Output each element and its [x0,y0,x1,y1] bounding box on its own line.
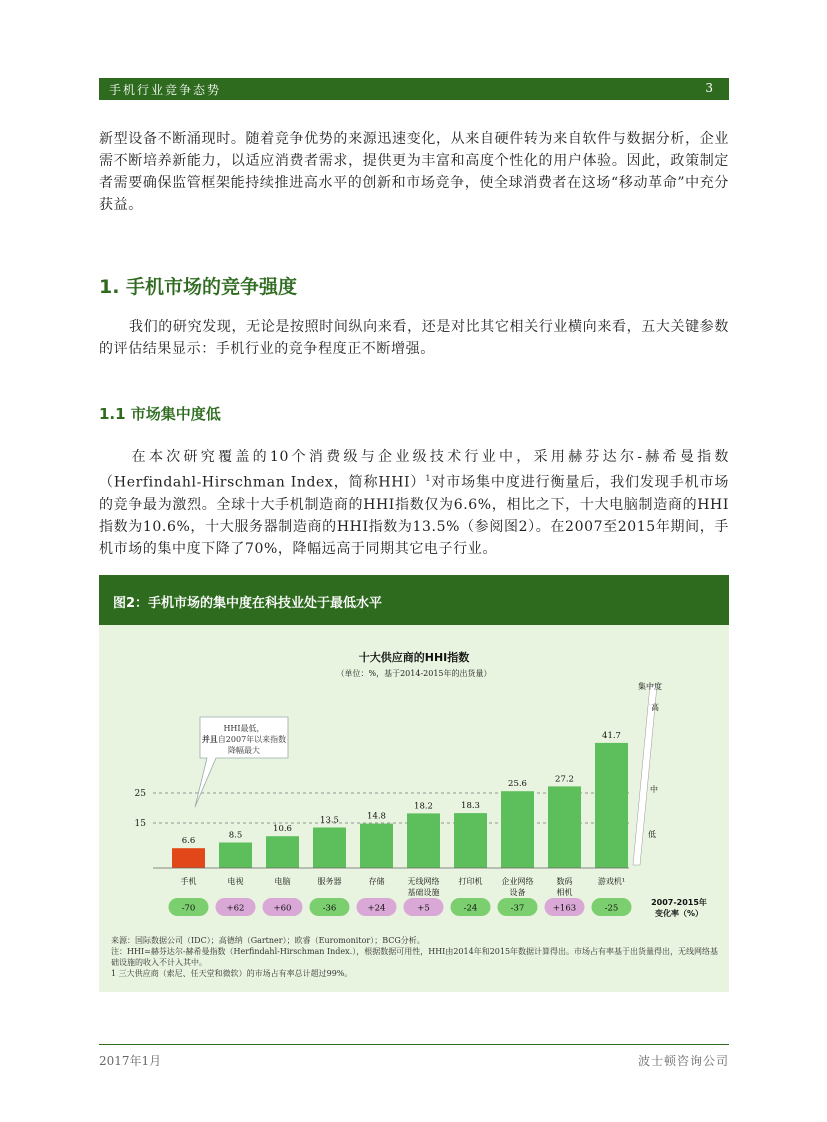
bar-value-label: 13.5 [320,815,339,826]
callout-line2 [202,734,286,744]
change-pill-value: +62 [226,903,245,914]
bar [360,824,393,868]
category-label: 打印机 [458,877,483,886]
category-label: 相机 [556,888,573,897]
bar-value-label: 25.6 [508,779,527,790]
bar [407,813,440,868]
footnote-marker[interactable]: 1 [425,474,432,483]
bar [219,843,252,869]
subsection-heading: 1.1 市场集中度低 [99,405,221,423]
footer-divider [99,1044,729,1045]
category-label: 电脑 [274,877,291,886]
footer-date: 2017年1月 [99,1054,162,1068]
bar-value-label: 10.6 [273,824,292,835]
footer-company: 波士顿咨询公司 [637,1054,729,1068]
category-label: 手机 [180,877,197,886]
bar-value-label: 41.7 [602,730,621,741]
figure-2 [99,575,729,992]
bar-value-label: 8.5 [228,830,243,841]
bar-value-label: 18.2 [414,801,433,812]
change-pill-value: -25 [604,903,619,914]
change-label-line2: 变化率（%） [654,909,704,918]
change-pill-value: +24 [367,903,386,914]
page-number: 3 [705,81,713,95]
reference-label-15: 15 [134,819,146,829]
bar [595,743,628,868]
concentration-high: 高 [651,703,659,712]
category-label: 游戏机¹ [597,877,626,886]
change-pill-value: -37 [510,903,525,914]
concentration-low: 低 [648,830,656,839]
figure-header [99,575,729,625]
note-footnote: 1 三大供应商（索尼、任天堂和微软）的市场占有率总计超过99%。 [111,969,353,978]
category-label: 无线网络 [407,877,440,886]
category-label: 服务器 [317,877,342,886]
bar [501,791,534,868]
callout-line3: 降幅最大 [228,746,260,755]
callout-line1: HHI最低， [223,724,265,733]
subsection-paragraph-a: 在本次研究覆盖的10个消费级与企业级技术行业中，采用赫芬达尔-赫希曼指数（Herfindahl-Hirschman Index，简称HHI） [99,449,729,491]
subsection-paragraph-b: 对市场集中度进行衡量后，我们发现手机市场的竞争最为激烈。全球十大手机制造商的HHI指数仅为6.6%，相比之下，十大电脑制造商的HHI指数为10.6%，十大服务器制造商的HHI指数为13.5%（参阅图2）。在2007至2015年期间，手机市场的集中度下降了70%，降幅远高于同期其它电子行业。 [99,474,729,557]
change-pill-value: +5 [417,903,430,914]
header-title: 手机行业竞争态势 [109,83,222,97]
section-paragraph-text: 我们的研究发现，无论是按照时间纵向来看，还是对比其它相关行业横向来看，五大关键参数的评估结果显示：手机行业的竞争程度正不断增强。 [99,319,729,357]
change-pill-value: +163 [552,903,577,914]
change-label-line1: 2007-2015年 [651,898,707,907]
change-pill-value: -70 [181,903,196,914]
bar-value-label: 27.2 [555,774,574,785]
concentration-title: 集中度 [638,682,662,691]
section-heading: 1. 手机市场的竞争强度 [99,276,298,298]
bar-value-label: 18.3 [461,801,480,812]
subsection-paragraph [99,446,729,560]
category-label: 数码 [556,877,573,886]
change-pill-value: -24 [463,903,478,914]
category-label: 存储 [368,877,385,886]
reference-label-25: 25 [134,789,146,799]
change-pill-value: +60 [273,903,292,914]
callout-line2-rest: 自2007年以来指数 [217,735,287,744]
bar-value-label: 6.6 [181,836,196,847]
concentration-mid: 中 [650,785,658,794]
figure-notes [111,935,723,979]
figure-title: 图2：手机市场的集中度在科技业处于最低水平 [113,596,383,611]
hhi-chart [99,625,729,935]
callout-line2-bold: 并且 [201,734,218,744]
category-label: 企业网络 [501,877,534,886]
page-header [99,78,729,100]
category-label: 电视 [227,877,244,886]
intro-paragraph: 新型设备不断涌现时。随着竞争优势的来源迅速变化，从来自硬件转为来自软件与数据分析，企业需不断培养新能力，以适应消费者需求，提供更为丰富和高度个性化的用户体验。因此，政策制定者需要确保监管框架能持续推进高水平的创新和市场竞争，使全球消费者在这场“移动革命”中充分获益。 [99,131,729,213]
chart-subtitle: （单位：%，基于2014-2015年的出货量） [336,669,492,678]
bar [454,813,487,868]
bar-value-label: 14.8 [367,811,386,822]
chart-title: 十大供应商的HHI指数 [358,651,470,664]
category-label: 基础设施 [407,888,440,897]
note-source: 来源：国际数据公司（IDC）；高德纳（Gartner）；欧睿（Euromonitor）；BCG分析。 [111,936,425,945]
change-pill-value: -36 [322,903,337,914]
note-hhi: 注：HHI=赫芬达尔-赫希曼指数（Herfindahl-Hirschman Index.），根据数据可用性，HHI由2014年和2015年数据计算得出。市场占有率基于出货量得出，无线网络基础设施的收入不计入其中。 [111,947,719,967]
bar [172,848,205,868]
bar [266,836,299,868]
category-label: 设备 [509,888,526,897]
section-paragraph [99,316,729,360]
bar [313,828,346,869]
bar [548,786,581,868]
